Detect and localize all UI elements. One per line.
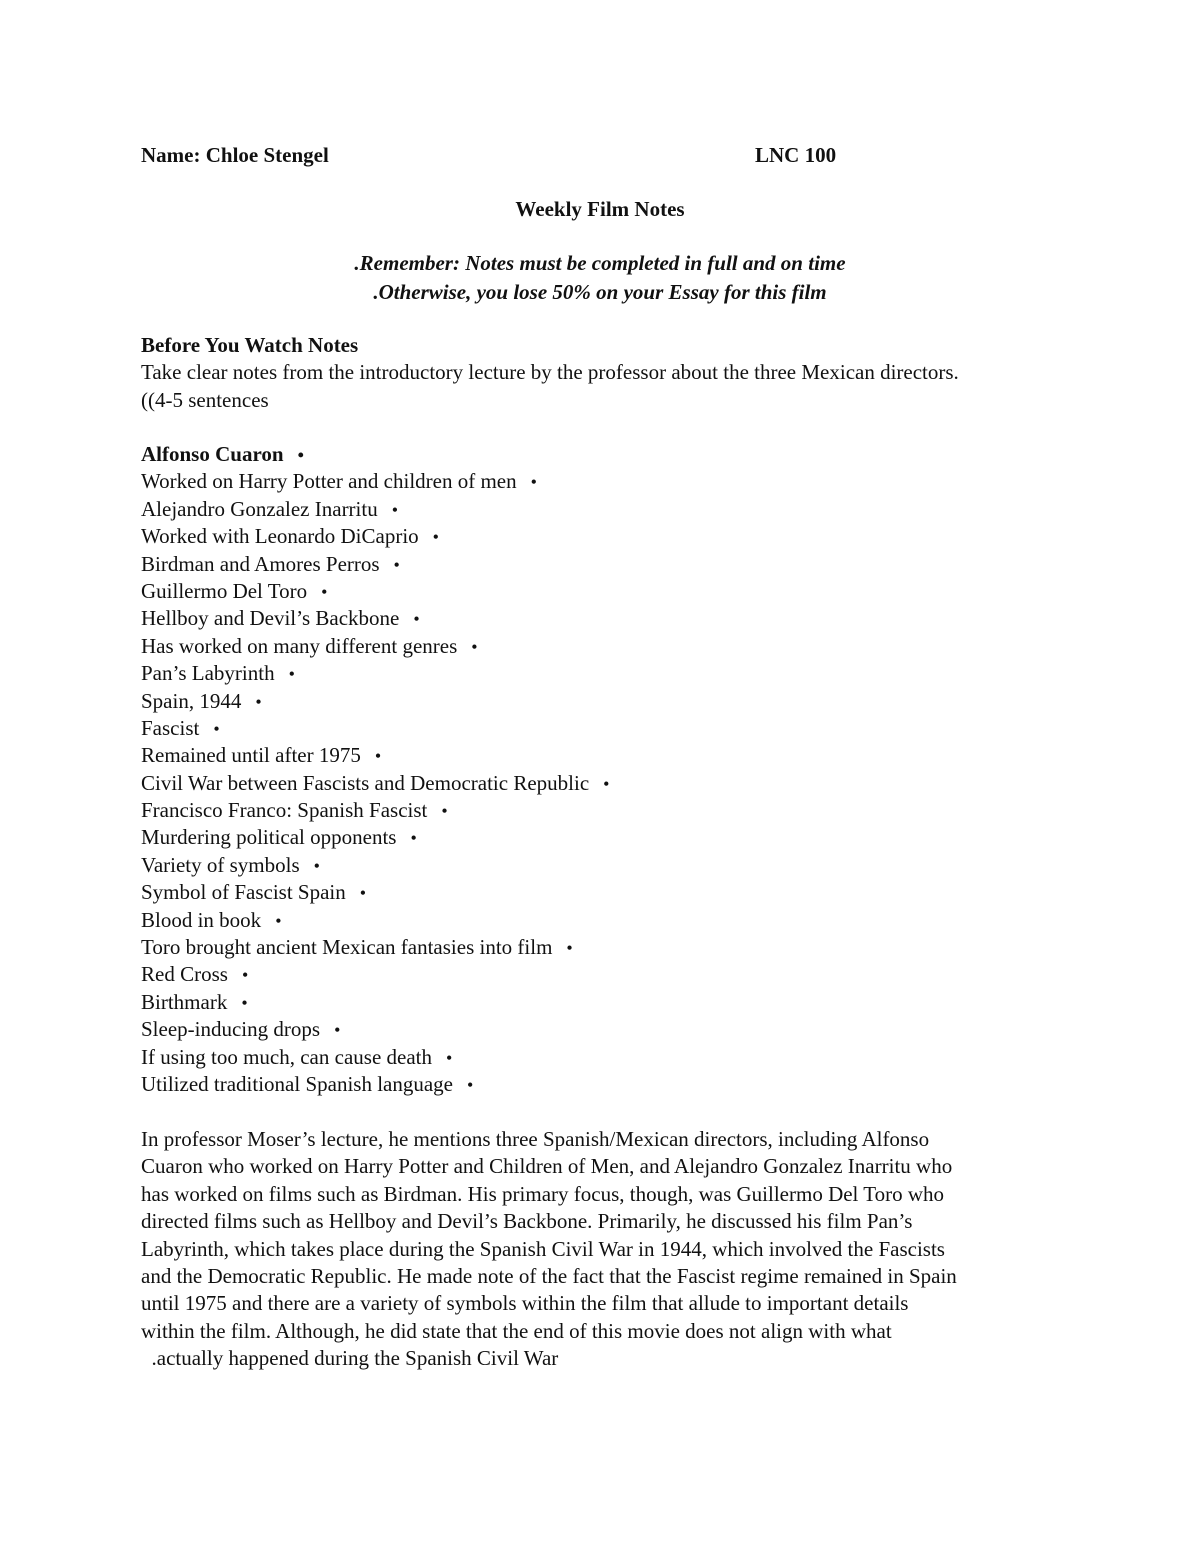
- list-item: [141, 1044, 609, 1071]
- list-item: [141, 660, 609, 687]
- list-item: [141, 1016, 609, 1043]
- summary-line: until 1975 and there are a variety of symbols within the film that allude to important details: [141, 1291, 909, 1316]
- list-item-text: Sleep-inducing drops: [141, 1017, 321, 1042]
- reminder-line-2: .Otherwise, you lose 50% on your Essay for this film: [373, 280, 827, 304]
- list-item: [141, 934, 609, 961]
- list-item: [141, 907, 609, 934]
- list-item-text: Alejandro Gonzalez Inarritu: [141, 496, 378, 521]
- list-item: [141, 496, 609, 523]
- list-item: [141, 961, 609, 988]
- instruction-text: Take clear notes from the introductory lecture by the professor about the three Mexican directors.: [141, 360, 959, 384]
- summary-line: has worked on films such as Birdman. His primary focus, though, was Guillermo Del Toro who: [141, 1181, 945, 1206]
- list-item: [141, 770, 609, 797]
- document-title: Weekly Film Notes: [515, 197, 685, 221]
- list-item-text: Guillermo Del Toro: [141, 578, 308, 603]
- bullet-icon: •: [603, 773, 610, 794]
- instruction-sentence-count: ((4-5 sentences: [141, 388, 269, 412]
- summary-line: and the Democratic Republic. He made note of the fact that the Fascist regime remained in Spain: [141, 1263, 957, 1288]
- reminder-line-1: .Remember: Notes must be completed in full and on time: [354, 251, 846, 275]
- list-item: [141, 523, 609, 550]
- bullet-icon: •: [288, 664, 295, 685]
- list-item-text: Worked on Harry Potter and children of men: [141, 469, 517, 494]
- bullet-icon: •: [334, 1020, 341, 1041]
- list-item-text: Variety of symbols: [141, 852, 300, 877]
- bullet-icon: •: [275, 910, 282, 931]
- list-item-text: Murdering political opponents: [141, 825, 397, 850]
- list-item-text: Toro brought ancient Mexican fantasies into film: [141, 935, 553, 960]
- summary-paragraph: [141, 1126, 1071, 1373]
- list-item-text: If using too much, can cause death: [141, 1044, 432, 1069]
- list-item: [141, 633, 609, 660]
- list-item-text: Red Cross: [141, 962, 228, 987]
- bullet-icon: •: [313, 855, 320, 876]
- list-item: [141, 879, 609, 906]
- bullet-icon: •: [566, 938, 573, 959]
- list-item: [141, 1071, 609, 1098]
- list-item: [141, 551, 609, 578]
- bullet-icon: •: [441, 801, 448, 822]
- bullet-icon: •: [393, 554, 400, 575]
- list-item: [141, 715, 609, 742]
- summary-line: Cuaron who worked on Harry Potter and Children of Men, and Alejandro Gonzalez Inarritu who: [141, 1154, 953, 1179]
- notes-list: [141, 441, 609, 1098]
- bullet-icon: •: [410, 828, 417, 849]
- summary-line: directed films such as Hellboy and Devil’s Backbone. Primarily, he discussed his film Pan’s: [141, 1209, 913, 1234]
- student-name: Name: Chloe Stengel: [141, 143, 329, 167]
- summary-line: In professor Moser’s lecture, he mentions three Spanish/Mexican directors, including Alfonso: [141, 1127, 930, 1151]
- list-item: [141, 797, 609, 824]
- bullet-icon: •: [359, 883, 367, 904]
- bullet-icon: •: [471, 636, 478, 657]
- list-item: [141, 441, 609, 468]
- list-item-text: Alfonso Cuaron: [141, 442, 284, 466]
- summary-line: .actually happened during the Spanish Civil War: [141, 1346, 559, 1371]
- list-item: [141, 688, 609, 715]
- list-item-text: Birthmark: [141, 989, 228, 1014]
- bullet-icon: •: [432, 527, 439, 548]
- bullet-icon: •: [467, 1074, 474, 1095]
- list-item-text: Birdman and Amores Perros: [141, 551, 380, 576]
- list-item-text: Remained until after 1975: [141, 743, 361, 768]
- bullet-icon: •: [391, 499, 399, 520]
- list-item-text: Symbol of Fascist Spain: [141, 880, 346, 905]
- bullet-icon: •: [241, 992, 248, 1013]
- list-item: [141, 468, 609, 495]
- list-item-text: Civil War between Fascists and Democratic Republic: [141, 770, 590, 795]
- bullet-icon: •: [413, 609, 420, 630]
- list-item-text: Fascist: [141, 715, 200, 740]
- summary-line: Labyrinth, which takes place during the Spanish Civil War in 1944, which involved the Fascists: [141, 1236, 945, 1261]
- list-item: [141, 824, 609, 851]
- bullet-icon: •: [213, 718, 220, 739]
- list-item-text: Pan’s Labyrinth: [141, 661, 275, 686]
- list-item-text: Utilized traditional Spanish language: [141, 1071, 454, 1096]
- list-item: [141, 742, 609, 769]
- list-item-text: Worked with Leonardo DiCaprio: [141, 524, 419, 549]
- list-item: [141, 578, 609, 605]
- section-heading: Before You Watch Notes: [141, 333, 359, 357]
- bullet-icon: •: [255, 691, 262, 712]
- bullet-icon: •: [297, 445, 304, 465]
- list-item: [141, 989, 609, 1016]
- list-item-text: Has worked on many different genres: [141, 633, 458, 658]
- list-item-text: Spain, 1944: [141, 688, 242, 713]
- list-item-text: Hellboy and Devil’s Backbone: [141, 606, 400, 631]
- bullet-icon: •: [374, 746, 382, 767]
- list-item-text: Blood in book: [141, 907, 262, 932]
- summary-line: within the film. Although, he did state that the end of this movie does not align with what: [141, 1318, 892, 1343]
- bullet-icon: •: [241, 965, 249, 986]
- bullet-icon: •: [446, 1047, 453, 1068]
- bullet-icon: •: [321, 581, 328, 602]
- course-code: LNC 100: [755, 143, 837, 167]
- list-item: [141, 605, 609, 632]
- list-item: [141, 852, 609, 879]
- list-item-text: Francisco Franco: Spanish Fascist: [141, 798, 428, 823]
- bullet-icon: •: [530, 472, 537, 493]
